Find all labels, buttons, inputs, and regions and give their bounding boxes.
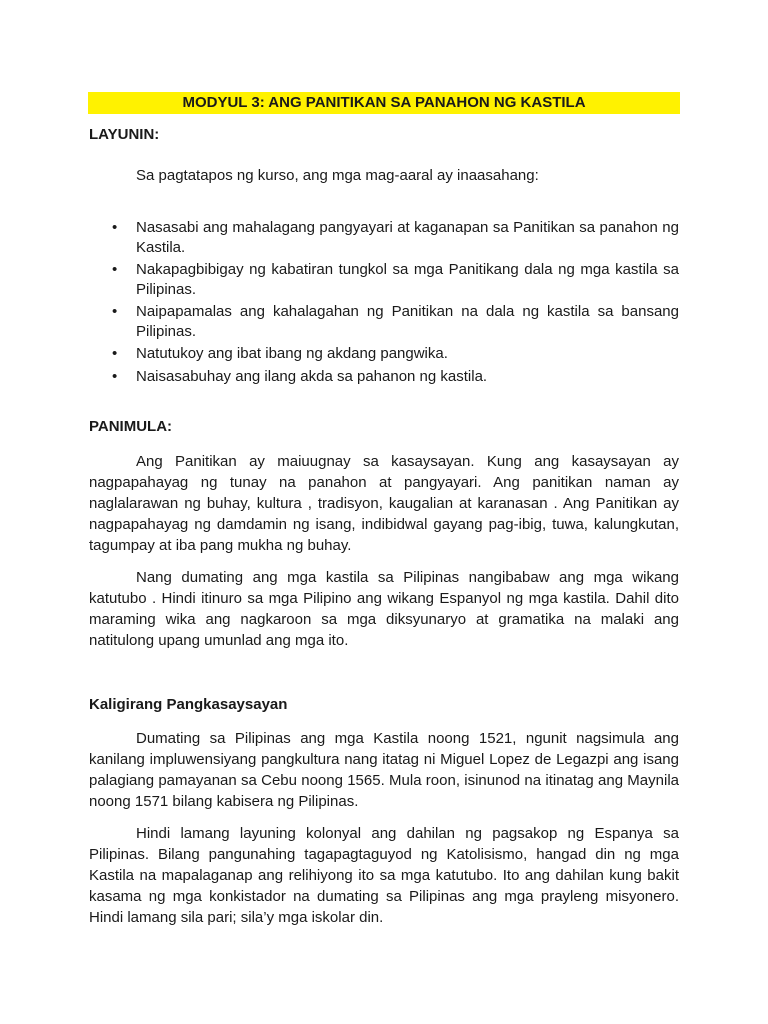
list-item [89,260,679,299]
paragraph-text: Dumating sa Pilipinas ang mga Kastila noong 1521, ngunit nagsimula ang kanilang impluwensiyang pangkultura nang itatag ni Miguel Lopez de Legazpi ang isang palagiang pamayanan sa Cebu noong 1565. Mula roon, isinunod na itinatag ang Maynila noong 1571 bilang kabisera ng Pilipinas. [89,730,679,810]
history-paragraph-1 [89,728,679,812]
history-heading: Kaligirang Pangkasaysayan [89,696,288,713]
intro-paragraph-1 [89,451,679,556]
history-paragraph-2 [89,823,679,928]
objectives-intro: Sa pagtatapos ng kurso, ang mga mag-aaral ay inaasahang: [136,167,539,184]
paragraph-text: Ang Panitikan ay maiuugnay sa kasaysayan. Kung ang kasaysayan ay nagpapahayag ng tunay na panahon at pangyayari. Ang panitikan naman ay naglalarawan ng buhay, kultura , tradisyon, kaugalian at karanasan . Ang Panitikan ay nagpapahayag ng damdamin ng isang, indibidwal gayang pag-ibig, tuwa, kalungkutan, tagumpay at iba pang mukha ng buhay. [89,453,679,554]
intro-paragraph-2 [89,567,679,651]
paragraph-text: Hindi lamang layuning kolonyal ang dahilan ng pagsakop ng Espanya sa Pilipinas. Bilang pangunahing tagapagtaguyod ng Katolisismo, hangad din ng mga Kastila na mapalaganap ang relihiyong ito sa mga katutubo. Ito ang dahilan kung bakit kasama ng mga konkistador na dumating sa Pilipinas ang mga prayleng misyonero. Hindi lamang sila pari; sila’y mga iskolar din. [89,825,679,926]
objective-text: Nasasabi ang mahalagang pangyayari at kaganapan sa Panitikan sa panahon ng Kastila. [136,219,679,256]
objective-text: Naipapamalas ang kahalagahan ng Panitikan na dala ng kastila sa bansang Pilipinas. [136,303,679,340]
module-title: MODYUL 3: ANG PANITIKAN SA PANAHON NG KASTILA [88,92,680,114]
bullet-icon: • [112,219,118,236]
objectives-list [89,218,679,389]
objectives-heading: LAYUNIN: [89,126,160,143]
list-item [89,367,679,387]
intro-heading: PANIMULA: [89,418,173,435]
list-item [89,218,679,257]
bullet-icon: • [112,345,118,362]
bullet-icon: • [112,367,118,385]
list-item [89,302,679,341]
bullet-icon: • [112,261,118,278]
paragraph-text: Nang dumating ang mga kastila sa Pilipinas nangibabaw ang mga wikang katutubo . Hindi itinuro sa mga Pilipino ang wikang Espanyol ng mga kastila. Dahil dito maraming wika ang nagkaroon sa mga diksyunaryo at gramatika na malaki ang natitulong upang umunlad ang mga ito. [89,569,679,649]
bullet-icon: • [112,303,118,320]
list-item [89,344,679,364]
objective-text: Naisasabuhay ang ilang akda sa pahanon ng kastila. [136,367,488,385]
objective-text: Natutukoy ang ibat ibang ng akdang pangwika. [136,345,448,362]
objective-text: Nakapagbibigay ng kabatiran tungkol sa mga Panitikang dala ng mga kastila sa Pilipinas. [136,261,679,298]
